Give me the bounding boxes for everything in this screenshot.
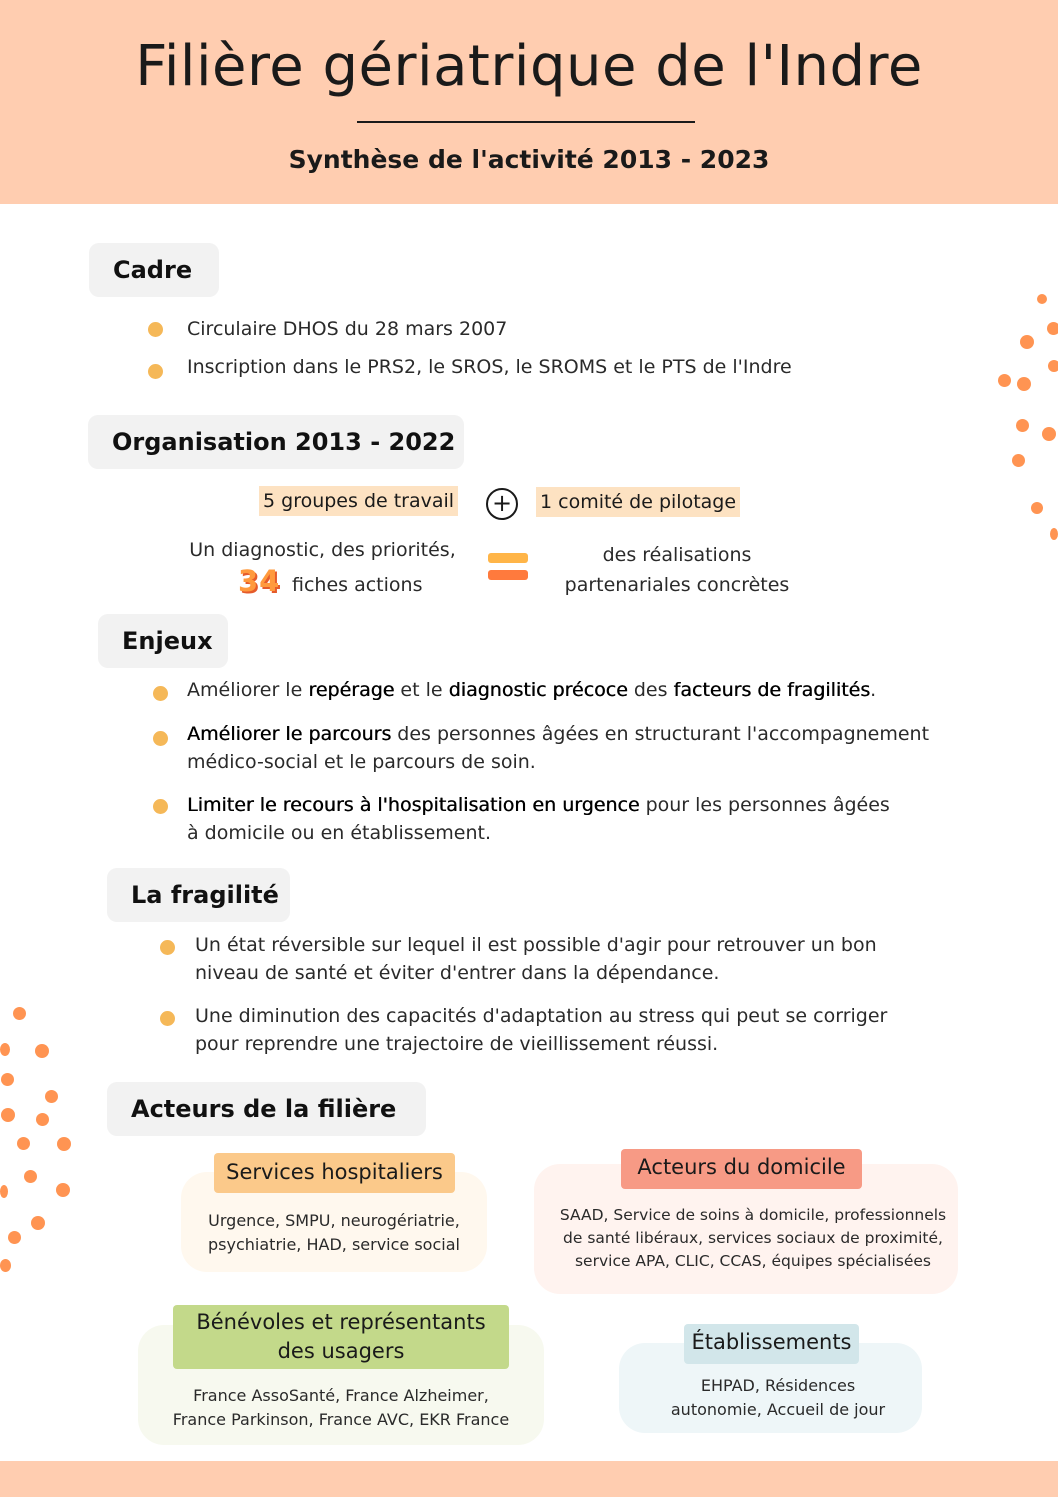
org-left-line1: Un diagnostic, des priorités, bbox=[189, 539, 456, 561]
decor-dot bbox=[57, 1137, 71, 1151]
decor-dot bbox=[1042, 427, 1056, 441]
card-body-etablissements: EHPAD, Résidences autonomie, Accueil de jour bbox=[670, 1376, 886, 1419]
section-heading-organisation: Organisation 2013 - 2022 bbox=[88, 415, 464, 469]
decor-dot bbox=[35, 1044, 49, 1058]
card-body-services-hospitaliers: Urgence, SMPU, neurogériatrie, psychiatrie, HAD, service social bbox=[208, 1211, 460, 1254]
decor-dot bbox=[1016, 419, 1029, 432]
title-underline bbox=[357, 121, 695, 123]
bullet-icon bbox=[153, 799, 168, 814]
fragilite-item: Une diminution des capacités d'adaptation au stress qui peut se corriger pour reprendre une trajectoire de vieillissement réussi. bbox=[195, 1005, 888, 1055]
bullet-icon bbox=[153, 731, 168, 746]
decor-dot bbox=[1031, 502, 1043, 514]
card-title-benevoles: Bénévoles et représentants des usagers bbox=[173, 1305, 509, 1369]
section-heading-cadre: Cadre bbox=[89, 243, 219, 297]
decor-dot bbox=[13, 1007, 26, 1020]
decor-dot bbox=[1012, 454, 1025, 467]
page-subtitle: Synthèse de l'activité 2013 - 2023 bbox=[288, 145, 770, 174]
bullet-icon bbox=[160, 1011, 175, 1026]
decor-dot bbox=[56, 1183, 70, 1197]
card-title-services-hospitaliers: Services hospitaliers bbox=[214, 1153, 455, 1193]
decor-dot bbox=[17, 1137, 30, 1150]
decor-dot bbox=[36, 1113, 49, 1126]
groups-label: 5 groupes de travail bbox=[259, 486, 458, 516]
decor-dot bbox=[31, 1216, 45, 1230]
fiches-count: 34 bbox=[238, 564, 281, 598]
card-body-benevoles: France AssoSanté, France Alzheimer, France Parkinson, France AVC, EKR France bbox=[172, 1386, 510, 1429]
equals-icon bbox=[488, 553, 528, 563]
decor-dot bbox=[1, 1073, 14, 1086]
bullet-icon bbox=[160, 940, 175, 955]
plus-icon: + bbox=[486, 488, 518, 520]
org-right-line1: des réalisations bbox=[602, 544, 752, 566]
decor-dot bbox=[1, 1108, 15, 1122]
card-title-acteurs-domicile: Acteurs du domicile bbox=[621, 1149, 862, 1189]
card-body-acteurs-domicile: SAAD, Service de soins à domicile, professionnels de santé libéraux, services sociaux de proximité, service APA, CLIC, CCAS, équipes spécialisées bbox=[559, 1206, 947, 1270]
decor-dot bbox=[0, 1259, 11, 1272]
fiches-label: fiches actions bbox=[292, 574, 423, 596]
decor-dot bbox=[8, 1231, 21, 1244]
decor-dot bbox=[1017, 377, 1031, 391]
decor-dot bbox=[0, 1185, 8, 1198]
enjeux-item: Limiter le recours à l'hospitalisation en urgence pour les personnes âgées à domicile ou en établissement. bbox=[187, 794, 890, 844]
comite-label: 1 comité de pilotage bbox=[536, 487, 740, 517]
decor-dot bbox=[24, 1170, 37, 1183]
enjeux-item: Améliorer le repérage et le diagnostic précoce des facteurs de fragilités. bbox=[187, 679, 877, 701]
cadre-item: Inscription dans le PRS2, le SROS, le SROMS et le PTS de l'Indre bbox=[187, 356, 792, 378]
org-right-line2: partenariales concrètes bbox=[564, 574, 790, 596]
decor-dot bbox=[1050, 528, 1058, 540]
bullet-icon bbox=[148, 322, 163, 337]
decor-dot bbox=[1047, 322, 1058, 335]
footer-band bbox=[0, 1461, 1058, 1497]
section-heading-fragilite: La fragilité bbox=[107, 868, 290, 922]
cadre-item: Circulaire DHOS du 28 mars 2007 bbox=[187, 318, 508, 340]
decor-dot bbox=[998, 374, 1011, 387]
bullet-icon bbox=[153, 686, 168, 701]
section-heading-enjeux: Enjeux bbox=[98, 614, 228, 668]
decor-dot bbox=[45, 1090, 58, 1103]
card-title-etablissements: Établissements bbox=[684, 1324, 859, 1364]
decor-dot bbox=[0, 1043, 10, 1056]
decor-dot bbox=[1037, 294, 1047, 304]
page-title: Filière gériatrique de l'Indre bbox=[135, 34, 923, 99]
equals-icon-bar bbox=[488, 570, 528, 580]
decor-dot bbox=[1020, 335, 1034, 349]
decor-dot bbox=[1048, 360, 1058, 372]
fragilite-item: Un état réversible sur lequel il est possible d'agir pour retrouver un bon niveau de santé et éviter d'entrer dans la dépendance. bbox=[195, 934, 877, 984]
enjeux-item: Améliorer le parcours des personnes âgées en structurant l'accompagnement médico-social et le parcours de soin. bbox=[187, 723, 930, 773]
section-heading-acteurs: Acteurs de la filière bbox=[107, 1082, 426, 1136]
bullet-icon bbox=[148, 364, 163, 379]
